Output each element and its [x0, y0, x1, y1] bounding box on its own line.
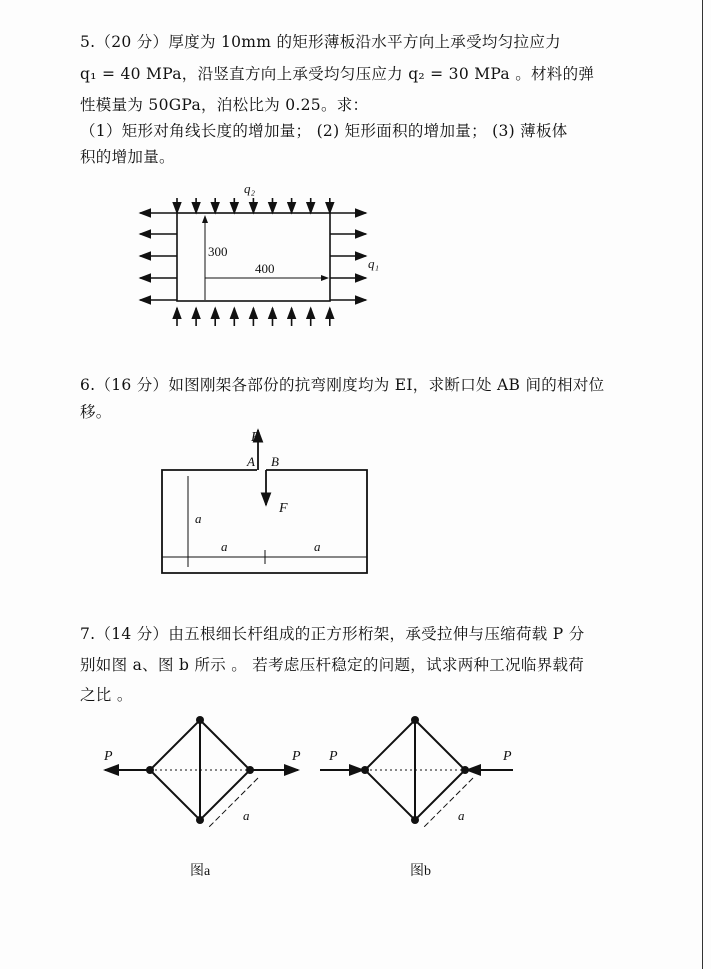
p5-line-3: 性模量为 50GPa，泊松比为 0.25。求：: [80, 96, 369, 114]
p5-line-1: 5.（20 分）厚度为 10mm 的矩形薄板沿水平方向上承受均匀拉应力: [80, 33, 561, 51]
dim-a-line: [423, 778, 473, 828]
truss-joint: [196, 816, 204, 824]
label-a-point: A: [247, 454, 255, 469]
label-p-b-left: P: [329, 749, 338, 764]
label-a-left: a: [221, 539, 228, 554]
p5-line-2: q₁ = 40 MPa，沿竖直方向上承受均匀压应力 q₂ = 30 MPa 。材料的弹: [80, 65, 595, 83]
label-a-vertical: a: [195, 511, 202, 526]
p7-line-2: 别如图 a、图 b 所示 。 若考虑压杆稳定的问题，试求两种工况临界载荷: [80, 656, 585, 674]
truss-joint: [411, 816, 419, 824]
figure-truss-b: [320, 716, 513, 828]
p7-line-1: 7.（14 分）由五根细长杆组成的正方形桁架，承受拉伸与压缩荷载 P 分: [80, 625, 585, 643]
p5-line-5: 积的增加量。: [80, 148, 175, 166]
label-q2: q₂: [244, 181, 256, 196]
figure-plate: [140, 198, 366, 326]
label-300: 300: [208, 244, 228, 259]
label-f-up: F: [251, 430, 260, 445]
label-p-a-left: P: [104, 749, 113, 764]
figure-frame: [162, 430, 367, 573]
truss-joint: [196, 716, 204, 724]
dim-a-line: [208, 778, 258, 828]
p6-line-1: 6.（16 分）如图刚架各部份的抗弯刚度均为 EI，求断口处 AB 间的相对位: [80, 376, 605, 394]
caption-a: 图a: [190, 864, 211, 879]
label-b-point: B: [271, 454, 279, 469]
p5-line-4: （1）矩形对角线长度的增加量； (2) 矩形面积的增加量； (3) 薄板体: [80, 122, 568, 140]
label-p-a-right: P: [292, 749, 301, 764]
label-a-right: a: [314, 539, 321, 554]
label-a-truss-a: a: [243, 808, 250, 823]
caption-b: 图b: [410, 864, 431, 879]
plate-rect: [177, 213, 330, 301]
label-p-b-right: P: [503, 749, 512, 764]
truss-joint: [411, 716, 419, 724]
p7-line-3: 之比 。: [80, 686, 133, 704]
label-f-down: F: [279, 501, 288, 516]
label-a-truss-b: a: [458, 808, 465, 823]
label-400: 400: [255, 261, 275, 276]
p6-line-2: 移。: [80, 403, 112, 421]
figure-truss-a: [105, 716, 298, 828]
label-q1: q₁: [368, 256, 380, 271]
